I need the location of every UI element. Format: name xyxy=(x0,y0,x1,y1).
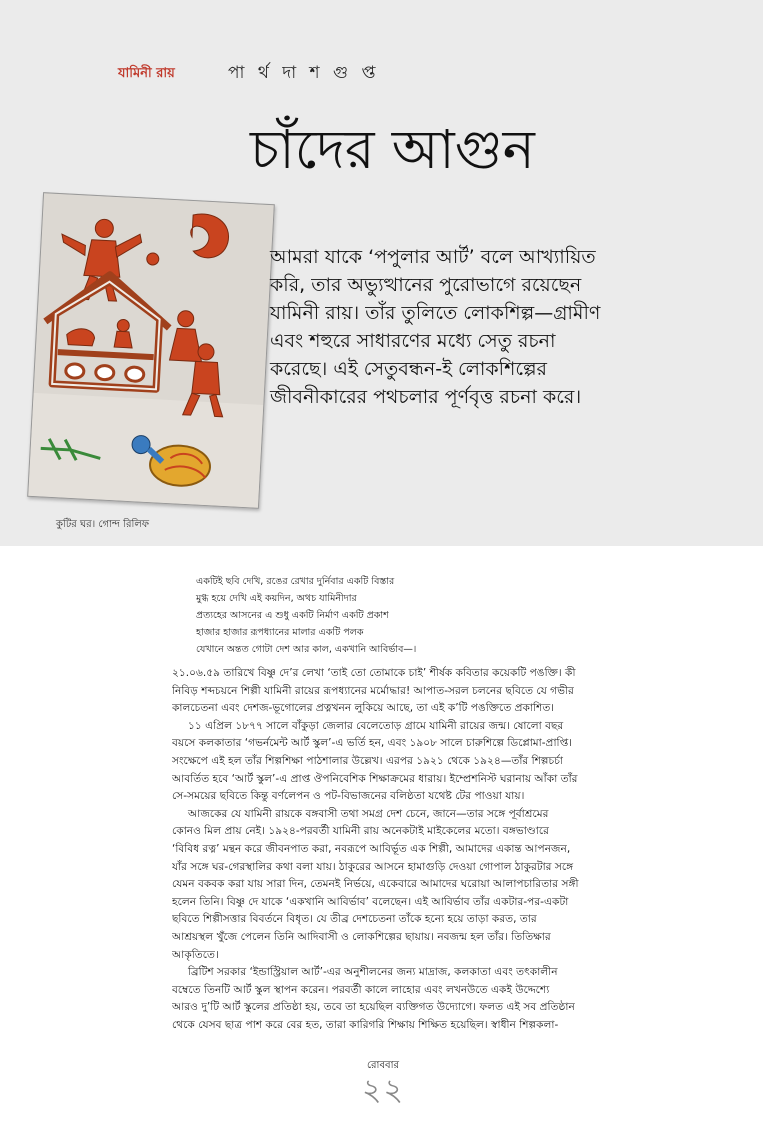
body-line: সে-সময়ের ছবিতে কিন্তু বর্ণলেপন ও পট-বিভাজনের বলিষ্ঠতা যথেষ্ট টের পাওয়া যায়। xyxy=(172,790,525,803)
poem-line: একটিই ছবি দেখি, রঙের রেখার দুর্নিবার একটি বিস্তার xyxy=(196,576,395,587)
lead-line: করি, তার অভ্যুত্থানের পুরোভাগে রয়েছেন xyxy=(270,274,582,296)
body-line: বম্বেতে তিনটি আর্ট স্কুল স্থাপন করেন। পরবর্তী কালে লাহোর এবং লখনউতে একই উদ্দেশ্যে xyxy=(172,983,550,996)
lead-line: করেছে। এই সেতুবন্ধন-ই লোকশিল্পের xyxy=(270,358,547,380)
poem-line: প্রত্যহের আসনের এ শুধু একটি নির্মাণ একটি প্রকাশ xyxy=(196,610,389,621)
body-line: আশ্রয়স্থল খুঁজে পেলেন তিনি আদিবাসী ও লোকশিল্পের ছায়ায়। নবজন্ম হল তাঁর। তিতিক্ষার xyxy=(172,930,551,943)
body-line: আজকের যে যামিনী রায়কে বঙ্গবাসী তথা সমগ্র দেশ চেনে, জানে—তার সঙ্গে পূর্বাশ্রমের xyxy=(188,807,549,820)
series-tag: যামিনী রায় xyxy=(118,66,175,81)
article-body xyxy=(172,665,752,1034)
body-line: থেকে যেসব ছাত্র পাশ করে বের হত, তারা কারিগরি শিক্ষায় শিক্ষিত হয়েছিল। স্বাধীন শিল্পকলা- xyxy=(172,1018,559,1031)
body-line: হলেন তিনি। বিষ্ণু দে যাকে ‘একখানি আবির্ভাব’ বলেছেন। এই আবির্ভাব তাঁর একটার-পর-একটা xyxy=(172,895,569,908)
poem-line: যেখানে অন্তত গোটা দেশ আর কাল, একখানি আবির্ভাব—। xyxy=(196,644,417,655)
author-name: পা র্থ দা শ গু প্ত xyxy=(228,63,380,83)
poem-line: মুগ্ধ হয়ে দেখি এই কয়দিন, অথচ যামিনীদার xyxy=(196,593,357,604)
lead-line: যামিনী রায়। তাঁর তুলিতে লোকশিল্প—গ্রামীণ xyxy=(270,302,601,324)
body-line: যেমন বকবক করা যায় সারা দিন, তেমনই নির্ভয়ে, একেবারে আমাদের ঘরোয়া আলাপচারিতার সঙ্গী xyxy=(172,878,579,891)
page-edge xyxy=(763,0,770,1141)
gond-relief-photo xyxy=(27,192,275,509)
body-line: ছবিতে শিল্পীসত্তার বিবর্তনে বিধৃত। যে তীব্র দেশচেতনা তাঁকে হন্যে হয়ে তাড়া করত, তার xyxy=(172,913,537,926)
lead-line: জীবনীকারের পথচলার পূর্ণবৃত্ত রচনা করে। xyxy=(270,386,582,408)
magazine-name: রোববার xyxy=(367,1060,399,1071)
article-title: চাঁদের আগুন xyxy=(250,118,535,181)
poem-quote xyxy=(196,573,576,658)
lead-line: এবং শহুরে সাধারণের মধ্যে সেতু রচনা xyxy=(270,330,556,352)
body-line: বয়সে কলকাতার ‘গভর্নমেন্ট আর্ট স্কুল’-এ ভর্তি হন, এবং ১৯০৮ সালে চারুশিল্পে ডিপ্লোমা-প্রাপ্তি। xyxy=(172,737,573,750)
body-line: ২১.০৬.৫৯ তারিখে বিষ্ণু দে’র লেখা ‘তাই তো তোমাকে চাই’ শীর্ষক কবিতার কয়েকটি পঙক্তি। কী xyxy=(172,667,576,679)
body-line: কালচেতনা এবং দেশজ-ভূগোলের প্রত্নখনন লুকিয়ে আছে, তা এই ক’টি পঙক্তিতে প্রকাশিত। xyxy=(172,702,555,715)
body-line: কোনও মিল প্রায় নেই। ১৯২৪-পরবর্তী যামিনী রায় অনেকটাই মাইকেলের মতো। বঙ্গভাণ্ডারে xyxy=(172,825,549,838)
body-line: সংক্ষেপে এই হল তাঁর শিল্পশিক্ষা পাঠশালার উল্লেখ। এরপর ১৯২১ থেকে ১৯২৪—তাঁর শিল্পচর্চা xyxy=(172,754,563,767)
lead-line: আমরা যাকে ‘পপুলার আর্ট’ বলে আখ্যায়িত xyxy=(270,246,596,268)
body-line: আকৃতিতে। xyxy=(172,948,219,961)
body-line: ১১ এপ্রিল ১৮৭৭ সালে বাঁকুড়া জেলার বেলেতোড় গ্রামে যামিনী রায়ের জন্ম। ষোলো বছর xyxy=(188,719,564,732)
page-number: ২২ xyxy=(362,1073,406,1108)
gond-relief-illustration xyxy=(28,193,274,508)
body-line: ব্রিটিশ সরকার ‘ইন্ডাস্ট্রিয়াল আর্ট’-এর অনুশীলনের জন্য মাদ্রাজ, কলকাতা এবং তৎকালীন xyxy=(188,966,558,979)
lead-paragraph xyxy=(270,243,745,411)
poem-line: হাজার হাজার রূপধ্যানের মালার একটি পলক xyxy=(196,627,364,638)
body-line: আরও দু’টি আর্ট স্কুলের প্রতিষ্ঠা হয়, তবে তা হয়েছিল ব্যক্তিগত উদ্যোগে। ফলত এই সব প্রতিষ্ঠান xyxy=(172,1001,575,1014)
body-line: যাঁর সঙ্গে ঘর-গেরস্থালির কথা বলা যায়। ঠাকুরের আসনে হামাগুড়ি দেওয়া গোপাল ঠাকুরটার সঙ্গে xyxy=(172,860,574,873)
body-line: আবর্তিত হবে ‘আর্ট স্কুল’-এ প্রাপ্ত ঔপনিবেশিক শিক্ষাক্রমের ধারায়। ইম্প্রেশনিস্ট ঘরানায় আঁকা তাঁর xyxy=(172,772,578,785)
body-line: নিবিড় শব্দচয়নে শিল্পী যামিনী রায়ের রূপধ্যানের মর্মোদ্ধার! আপাত-সরল চলনের ছবিতে যে গভীর xyxy=(172,684,574,697)
body-line: ‘বিবিধ রত্ন’ মন্থন করে জীবনপাত করা, নবরূপে আবির্ভূত এক শিল্পী, আমাদের একান্ত আপনজন, xyxy=(172,842,571,855)
photo-caption: কুটির ঘর। গোন্দ রিলিফ xyxy=(56,519,150,530)
